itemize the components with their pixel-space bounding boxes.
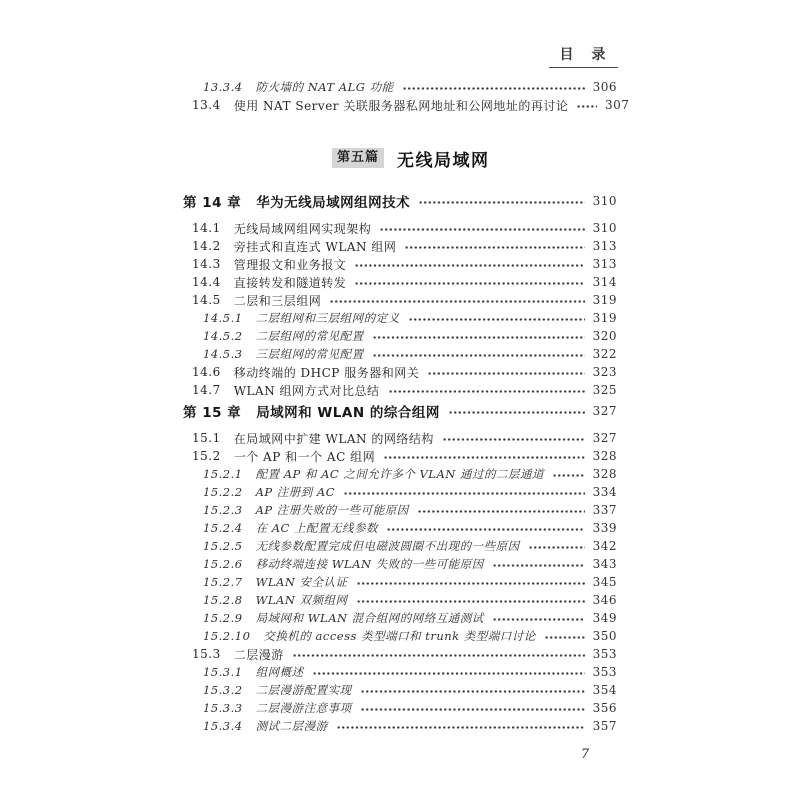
- toc-entry-page: 313: [592, 239, 617, 253]
- chapter-section: [150, 401, 617, 735]
- dot-leader: [419, 201, 585, 204]
- toc-entry-number: 15.2: [192, 449, 221, 463]
- toc-entry-title: 二层漫游: [233, 647, 284, 662]
- toc-entry-page: 350: [592, 629, 617, 643]
- toc-entry-number: 第 15 章: [183, 405, 242, 421]
- dot-leader: [443, 438, 585, 441]
- toc-entry-number: 15.2.6: [203, 557, 243, 571]
- toc-row: [150, 537, 617, 555]
- toc-entry-page: 337: [592, 503, 617, 517]
- toc-entry-title: 移动终端的 DHCP 服务器和网关: [233, 365, 420, 380]
- toc-entry-number: 15.2.7: [203, 575, 243, 589]
- toc-row: [150, 681, 617, 699]
- toc-row: [150, 273, 617, 291]
- toc-entry-title: 局域网和 WLAN 混合组网的网络互通测试: [255, 611, 484, 625]
- toc-row: [150, 291, 617, 309]
- dot-leader: [357, 582, 585, 585]
- toc-entry-page: 354: [592, 683, 617, 697]
- toc-row: [150, 555, 617, 573]
- dot-leader: [405, 246, 585, 249]
- toc-entry-number: 15.3.4: [203, 719, 243, 733]
- pre-entries: [150, 78, 630, 114]
- dot-leader: [293, 654, 585, 657]
- toc-entry-page: 334: [592, 485, 617, 499]
- toc-entry-number: 15.3.1: [203, 665, 243, 679]
- toc-entry-page: 328: [592, 449, 617, 463]
- toc-entry-title: 在 AC 上配置无线参数: [255, 521, 378, 535]
- toc-entry-page: 328: [592, 467, 617, 481]
- toc-entry-page: 339: [592, 521, 617, 535]
- table-of-contents: [150, 0, 630, 735]
- toc-entry-number: 14.5.2: [203, 329, 243, 343]
- toc-entry-page: 325: [592, 383, 617, 397]
- toc-entry-number: 15.1: [192, 431, 221, 445]
- toc-entry-number: 14.2: [192, 239, 221, 253]
- dot-leader: [384, 456, 585, 459]
- toc-entry-title: 二层组网的常见配置: [255, 329, 364, 343]
- toc-entry-title: 移动终端连接 WLAN 失败的一些可能原因: [255, 557, 484, 571]
- dot-leader: [387, 528, 585, 531]
- toc-entry-page: 357: [592, 719, 617, 733]
- toc-row: [150, 699, 617, 717]
- toc-entry-title: 配置 AP 和 AC 之间允许多个 VLAN 通过的二层通道: [255, 467, 544, 481]
- toc-entry-page: 342: [592, 539, 617, 553]
- toc-entry-title: 直接转发和隧道转发: [233, 275, 347, 290]
- dot-leader: [428, 372, 585, 375]
- toc-row: [150, 645, 617, 663]
- toc-row: [150, 78, 617, 96]
- part-title: 无线局域网: [397, 150, 490, 171]
- toc-entry-page: 320: [592, 329, 617, 343]
- toc-entry-number: 14.3: [192, 257, 221, 271]
- dot-leader: [361, 690, 585, 693]
- toc-entry-title: 旁挂式和直连式 WLAN 组网: [233, 239, 397, 254]
- dot-leader: [355, 264, 585, 267]
- toc-entry-number: 15.2.8: [203, 593, 243, 607]
- toc-entry-page: 310: [592, 194, 617, 208]
- toc-entry-page: 319: [592, 293, 617, 307]
- toc-entry-number: 14.5.1: [203, 311, 243, 325]
- toc-entry-number: 15.2.5: [203, 539, 243, 553]
- dot-leader: [403, 87, 585, 90]
- toc-entry-number: 15.2.9: [203, 611, 243, 625]
- chapter-header-row: [150, 401, 617, 421]
- toc-entry-title: 二层组网和三层组网的定义: [255, 311, 400, 325]
- toc-row: [150, 483, 617, 501]
- toc-entry-number: 15.2.1: [203, 467, 243, 481]
- toc-entry-title: 二层漫游注意事项: [255, 701, 352, 715]
- toc-entry-number: 14.7: [192, 383, 221, 397]
- toc-entry-page: 327: [592, 404, 617, 418]
- toc-row: [150, 363, 617, 381]
- toc-row: [150, 381, 617, 399]
- toc-row: [150, 717, 617, 735]
- dot-leader: [373, 354, 585, 357]
- toc-entry-title: 华为无线局域网组网技术: [256, 195, 411, 211]
- toc-row: [150, 447, 617, 465]
- dot-leader: [330, 300, 585, 303]
- toc-row: [150, 219, 617, 237]
- toc-row: [150, 663, 617, 681]
- dot-leader: [577, 105, 597, 108]
- toc-row: [150, 96, 630, 114]
- toc-entry-number: 15.2.2: [203, 485, 243, 499]
- chapter-header-row: [150, 191, 617, 211]
- dot-leader: [361, 708, 585, 711]
- toc-entry-page: 356: [592, 701, 617, 715]
- toc-entry-number: 14.1: [192, 221, 221, 235]
- toc-entry-page: 327: [592, 431, 617, 445]
- toc-entry-page: 349: [592, 611, 617, 625]
- toc-entry-title: WLAN 双频组网: [255, 593, 348, 607]
- toc-entry-number: 13.4: [192, 98, 221, 112]
- toc-entry-page: 322: [592, 347, 617, 361]
- dot-leader: [493, 564, 585, 567]
- dot-leader: [357, 600, 585, 603]
- dot-leader: [380, 228, 585, 231]
- toc-row: [150, 519, 617, 537]
- toc-entry-title: 防火墙的 NAT ALG 功能: [255, 80, 394, 94]
- dot-leader: [355, 282, 585, 285]
- toc-row: [150, 465, 617, 483]
- toc-entry-number: 15.3.3: [203, 701, 243, 715]
- dot-leader: [313, 672, 585, 675]
- dot-leader: [373, 336, 585, 339]
- toc-entry-number: 13.3.4: [203, 80, 243, 94]
- toc-entry-title: 二层和三层组网: [233, 293, 322, 308]
- toc-entry-title: 三层组网的常见配置: [255, 347, 364, 361]
- toc-entry-page: 323: [592, 365, 617, 379]
- part-header: [150, 147, 617, 169]
- dot-leader: [337, 726, 585, 729]
- running-head-title: 目 录: [549, 44, 618, 68]
- chapter-section: [150, 191, 617, 399]
- toc-row: [150, 237, 617, 255]
- toc-entry-page: 346: [592, 593, 617, 607]
- toc-entry-page: 313: [592, 257, 617, 271]
- toc-entry-number: 14.5: [192, 293, 221, 307]
- toc-entry-title: 一个 AP 和一个 AC 组网: [233, 449, 376, 464]
- toc-entry-page: 353: [592, 665, 617, 679]
- toc-entry-page: 353: [592, 647, 617, 661]
- dot-leader: [545, 636, 585, 639]
- dot-leader: [529, 546, 585, 549]
- part-number-badge: 第五篇: [332, 148, 384, 168]
- toc-entry-page: 314: [592, 275, 617, 289]
- toc-row: [150, 609, 617, 627]
- dot-leader: [553, 474, 585, 477]
- toc-entry-title: 局域网和 WLAN 的综合组网: [256, 405, 440, 421]
- toc-entry-title: 二层漫游配置实现: [255, 683, 352, 697]
- dot-leader: [344, 492, 585, 495]
- toc-entry-title: WLAN 组网方式对比总结: [233, 383, 380, 398]
- toc-row: [150, 627, 617, 645]
- toc-entry-title: 测试二层漫游: [255, 719, 328, 733]
- dot-leader: [493, 618, 585, 621]
- toc-entry-page: 306: [592, 80, 617, 94]
- toc-row: [150, 429, 617, 447]
- toc-row: [150, 591, 617, 609]
- toc-entry-page: 310: [592, 221, 617, 235]
- dot-leader: [409, 318, 585, 321]
- toc-row: [150, 255, 617, 273]
- toc-entry-number: 14.6: [192, 365, 221, 379]
- toc-row: [150, 345, 617, 363]
- toc-entry-title: 无线局域网组网实现架构: [233, 221, 372, 236]
- toc-row: [150, 327, 617, 345]
- toc-entry-title: 管理报文和业务报文: [233, 257, 347, 272]
- toc-entry-number: 15.2.4: [203, 521, 243, 535]
- toc-entry-number: 15.2.3: [203, 503, 243, 517]
- dot-leader: [418, 510, 585, 513]
- toc-entry-number: 15.2.10: [203, 629, 251, 643]
- toc-entry-number: 15.3: [192, 647, 221, 661]
- toc-entry-number: 14.5.3: [203, 347, 243, 361]
- toc-entry-page: 307: [604, 98, 630, 112]
- toc-entry-page: 343: [592, 557, 617, 571]
- toc-entry-page: 319: [592, 311, 617, 325]
- toc-entry-title: AP 注册到 AC: [255, 485, 336, 499]
- dot-leader: [449, 411, 585, 414]
- page-number: 7: [580, 747, 590, 762]
- toc-row: [150, 501, 617, 519]
- toc-entry-number: 第 14 章: [183, 195, 242, 211]
- toc-entry-title: 组网概述: [255, 665, 304, 679]
- dot-leader: [389, 390, 585, 393]
- toc-entry-number: 14.4: [192, 275, 221, 289]
- toc-row: [150, 309, 617, 327]
- toc-entry-title: 在局域网中扩建 WLAN 的网络结构: [233, 431, 434, 446]
- toc-entry-title: AP 注册失败的一些可能原因: [255, 503, 409, 517]
- toc-entry-title: 使用 NAT Server 关联服务器私网地址和公网地址的再讨论: [233, 98, 569, 113]
- toc-entry-page: 345: [592, 575, 617, 589]
- toc-entry-title: 无线参数配置完成但电磁波圆圈不出现的一些原因: [255, 539, 520, 553]
- toc-entry-title: WLAN 安全认证: [255, 575, 348, 589]
- toc-entry-title: 交换机的 access 类型端口和 trunk 类型端口讨论: [263, 629, 536, 643]
- chapters: [150, 191, 617, 735]
- toc-row: [150, 573, 617, 591]
- toc-entry-number: 15.3.2: [203, 683, 243, 697]
